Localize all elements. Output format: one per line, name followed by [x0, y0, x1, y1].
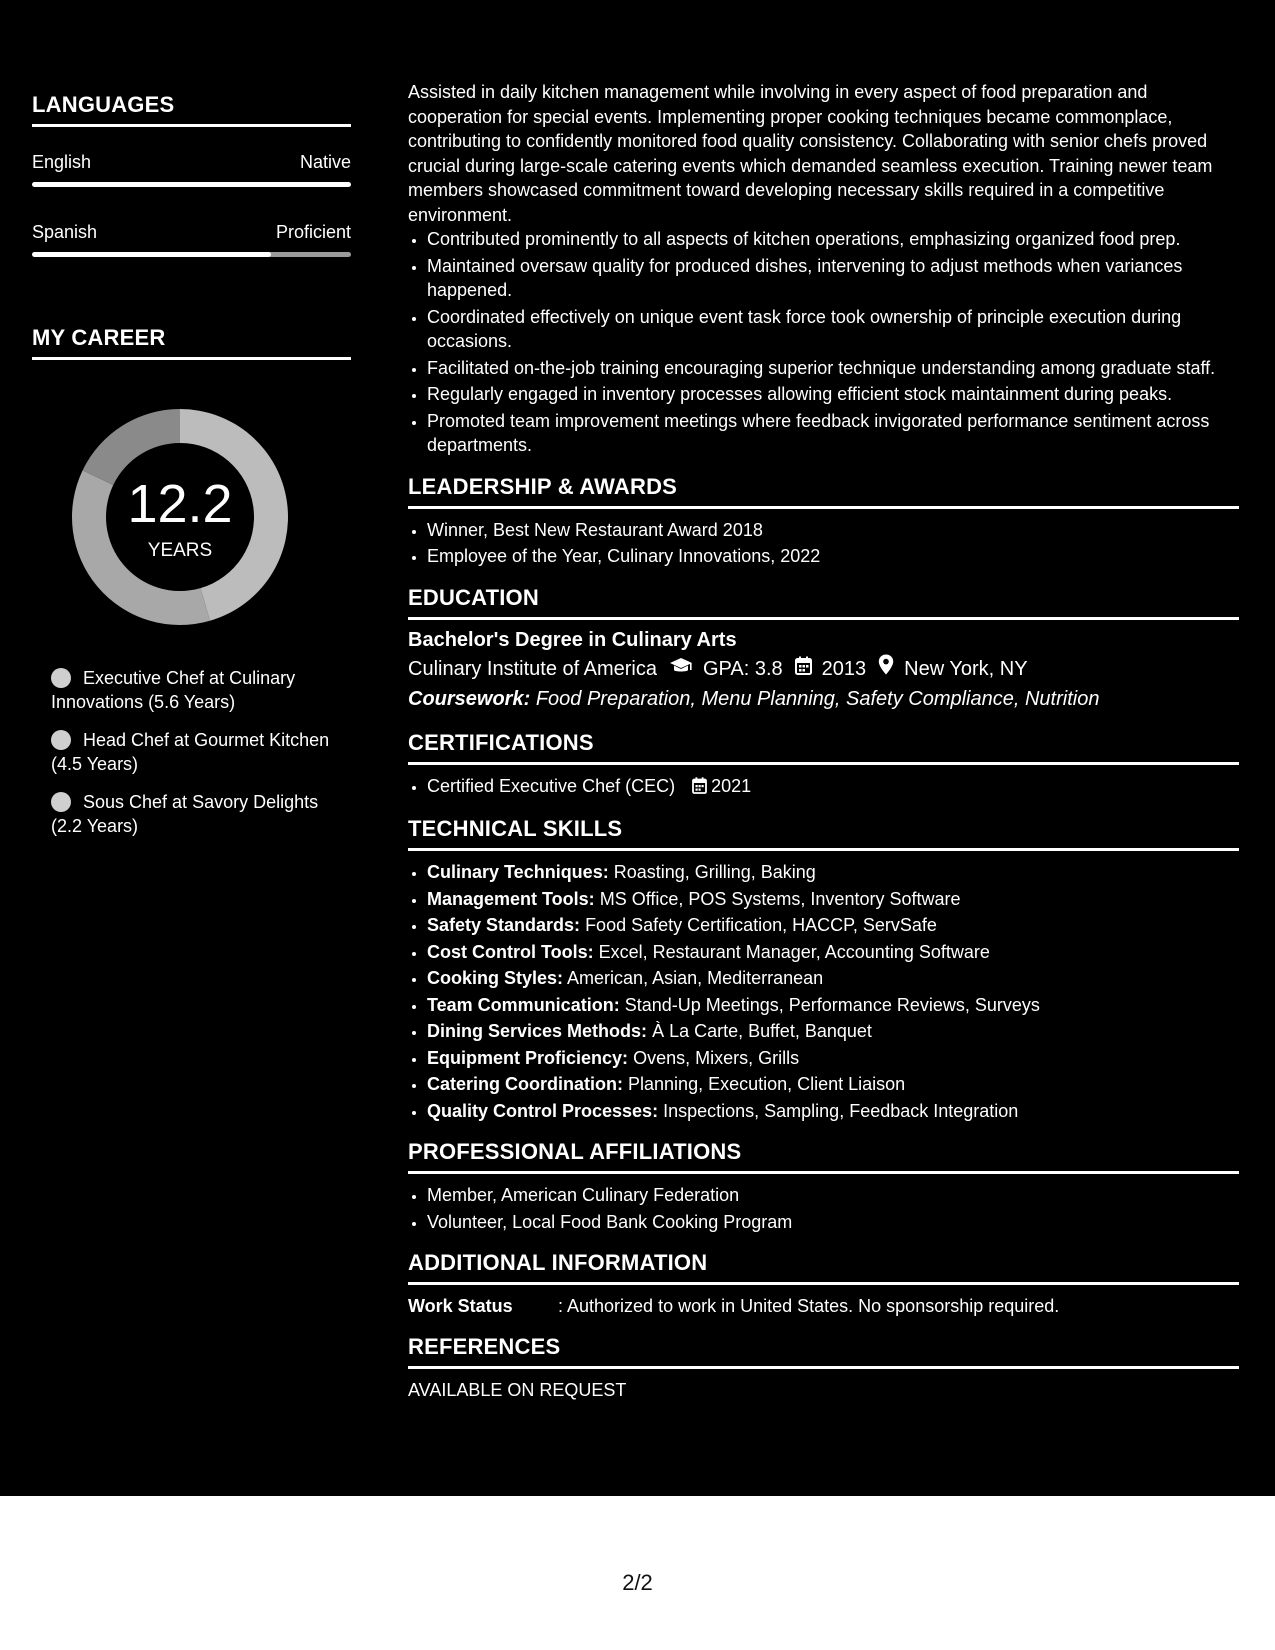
work-status-value: : Authorized to work in United States. No sponsorship required. — [558, 1296, 1060, 1316]
language-item — [32, 151, 351, 187]
skill-label: Dining Services Methods: — [427, 1021, 648, 1041]
career-legend-item — [51, 728, 341, 776]
award-item: • Employee of the Year, Culinary Innovations, 2022 — [427, 544, 1239, 569]
language-name: English — [32, 152, 92, 172]
coursework-list: Food Preparation, Menu Planning, Safety Compliance, Nutrition — [535, 687, 1100, 710]
skill-value: American, Asian, Mediterranean — [567, 968, 824, 988]
education-gpa: GPA: 3.8 — [703, 657, 783, 680]
career-rule — [32, 357, 351, 360]
skill-item — [427, 1019, 1239, 1044]
education-location: New York, NY — [904, 657, 1028, 680]
career-legend-label: Head Chef at Gourmet Kitchen (4.5 Years) — [51, 730, 330, 774]
skills-heading: TECHNICAL SKILLS — [408, 816, 623, 841]
education-heading: EDUCATION — [408, 584, 539, 610]
language-level: Proficient — [275, 222, 351, 242]
skill-label: Management Tools: — [427, 888, 595, 909]
education-rule — [408, 617, 1239, 620]
skill-label: Cooking Styles: — [427, 968, 564, 988]
language-item — [32, 221, 351, 257]
legend-dot-icon — [51, 730, 71, 750]
certifications-heading: CERTIFICATIONS — [408, 729, 594, 755]
skill-item — [427, 940, 1239, 965]
languages-rule — [32, 124, 351, 127]
language-bar-fill — [32, 252, 271, 257]
career-total-years: 12.2 — [127, 474, 233, 534]
left-column — [32, 92, 351, 852]
legend-dot-icon — [51, 792, 71, 812]
calendar-icon — [795, 654, 812, 684]
additional-rule — [408, 1282, 1239, 1285]
career-donut-chart — [67, 404, 293, 630]
legend-dot-icon — [51, 668, 71, 688]
education-degree: Bachelor's Degree in Culinary Arts — [408, 628, 737, 651]
skill-label: Safety Standards: — [427, 915, 581, 935]
additional-section — [408, 1250, 1239, 1318]
calendar-icon — [692, 776, 707, 801]
experience-bullet: • Regularly engaged in inventory processes allowing efficient stock maintainment during peaks. — [427, 382, 1239, 407]
references-text: AVAILABLE ON REQUEST — [408, 1380, 627, 1400]
graduation-cap-icon — [669, 654, 693, 684]
page-number: 2/2 — [622, 1570, 653, 1595]
language-level: Native — [299, 152, 351, 172]
additional-heading: ADDITIONAL INFORMATION — [408, 1250, 708, 1275]
work-status-label: Work Status — [408, 1296, 513, 1316]
career-years-label: YEARS — [147, 540, 213, 561]
skill-value: Excel, Restaurant Manager, Accounting Software — [598, 941, 990, 962]
affiliation-item: • Member, American Culinary Federation — [427, 1183, 1239, 1208]
career-legend-label: Sous Chef at Savory Delights (2.2 Years) — [51, 792, 319, 836]
education-school: Culinary Institute of America — [408, 657, 657, 680]
skill-item — [427, 887, 1239, 912]
skill-item — [427, 1099, 1239, 1124]
certifications-section — [408, 730, 1239, 801]
skill-value: Planning, Execution, Client Liaison — [628, 1074, 906, 1094]
career-legend-item — [51, 790, 341, 838]
experience-bullets — [408, 227, 1239, 458]
skill-value: Food Safety Certification, HACCP, ServSafe — [585, 915, 937, 935]
certification-name: Certified Executive Chef (CEC) — [427, 775, 676, 796]
skill-label: Quality Control Processes: — [427, 1100, 659, 1121]
skill-label: Culinary Techniques: — [427, 862, 609, 882]
right-column — [408, 80, 1239, 1402]
career-legend — [32, 666, 351, 838]
skill-value: À La Carte, Buffet, Banquet — [652, 1021, 872, 1041]
award-item: • Winner, Best New Restaurant Award 2018 — [427, 518, 1239, 543]
experience-bullet: • Promoted team improvement meetings where feedback invigorated performance sentiment across departments. — [427, 409, 1239, 458]
career-legend-label: Executive Chef at Culinary Innovations (5.6 Years) — [51, 668, 296, 712]
coursework-label: Coursework: — [408, 687, 531, 710]
awards-section — [408, 474, 1239, 569]
languages-heading: LANGUAGES — [32, 92, 175, 117]
experience-bullet: • Contributed prominently to all aspects of kitchen operations, emphasizing organized food prep. — [427, 227, 1239, 252]
language-name: Spanish — [32, 222, 98, 242]
education-year: 2013 — [821, 657, 867, 680]
skill-item — [427, 913, 1239, 938]
skill-label: Equipment Proficiency: — [427, 1047, 629, 1068]
education-details — [408, 654, 1239, 684]
skill-value: Ovens, Mixers, Grills — [633, 1047, 800, 1068]
certification-year: 2021 — [711, 775, 752, 796]
affiliation-item: • Volunteer, Local Food Bank Cooking Program — [427, 1210, 1239, 1235]
references-heading: REFERENCES — [408, 1334, 561, 1359]
skill-value: Stand-Up Meetings, Performance Reviews, Surveys — [624, 994, 1040, 1015]
references-rule — [408, 1366, 1239, 1369]
skill-item — [427, 993, 1239, 1018]
language-bar — [32, 252, 351, 257]
skill-value: Roasting, Grilling, Baking — [613, 862, 816, 882]
certification-item — [427, 774, 1239, 801]
skill-item — [427, 966, 1239, 991]
skill-item — [427, 860, 1239, 885]
skill-label: Catering Coordination: — [427, 1074, 623, 1094]
experience-bullet: • Facilitated on-the-job training encouraging superior technique understanding among graduate staff. — [427, 356, 1239, 381]
affiliations-heading: PROFESSIONAL AFFILIATIONS — [408, 1139, 742, 1164]
affiliations-section — [408, 1139, 1239, 1234]
work-status-row — [408, 1294, 1239, 1318]
location-pin-icon — [878, 654, 894, 684]
experience-bullet: • Coordinated effectively on unique event task force took ownership of principle execution during occasions. — [427, 305, 1239, 354]
affiliations-rule — [408, 1171, 1239, 1174]
skill-value: MS Office, POS Systems, Inventory Software — [599, 888, 961, 909]
awards-heading: LEADERSHIP & AWARDS — [408, 473, 678, 499]
career-heading: MY CAREER — [32, 325, 166, 350]
skills-list — [408, 860, 1239, 1123]
skill-label: Team Communication: — [427, 994, 620, 1015]
skill-item — [427, 1072, 1239, 1097]
education-coursework — [408, 684, 1239, 714]
language-bar — [32, 182, 351, 187]
awards-rule — [408, 506, 1239, 509]
skill-value: Inspections, Sampling, Feedback Integration — [663, 1100, 1019, 1121]
education-section — [408, 585, 1239, 714]
experience-summary: Assisted in daily kitchen management while involving in every aspect of food preparation and cooperation for special events. Implementing proper cooking techniques became commonplace, contributing to confidently monitored food quality consistency. Collaborating with senior chefs proved crucial during large-scale catering events which demanded seamless execution. Training newer team members showcased commitment toward developing necessary skills required in a competitive environment. — [408, 82, 1213, 225]
skills-rule — [408, 848, 1239, 851]
skill-label: Cost Control Tools: — [427, 941, 594, 962]
references-section — [408, 1334, 1239, 1402]
skills-section — [408, 816, 1239, 1123]
skill-item — [427, 1046, 1239, 1071]
experience-bullet: • Maintained oversaw quality for produced dishes, intervening to adjust methods when variances happened. — [427, 254, 1239, 303]
career-legend-item — [51, 666, 341, 714]
language-bar-fill — [32, 182, 351, 187]
certifications-rule — [408, 762, 1239, 765]
